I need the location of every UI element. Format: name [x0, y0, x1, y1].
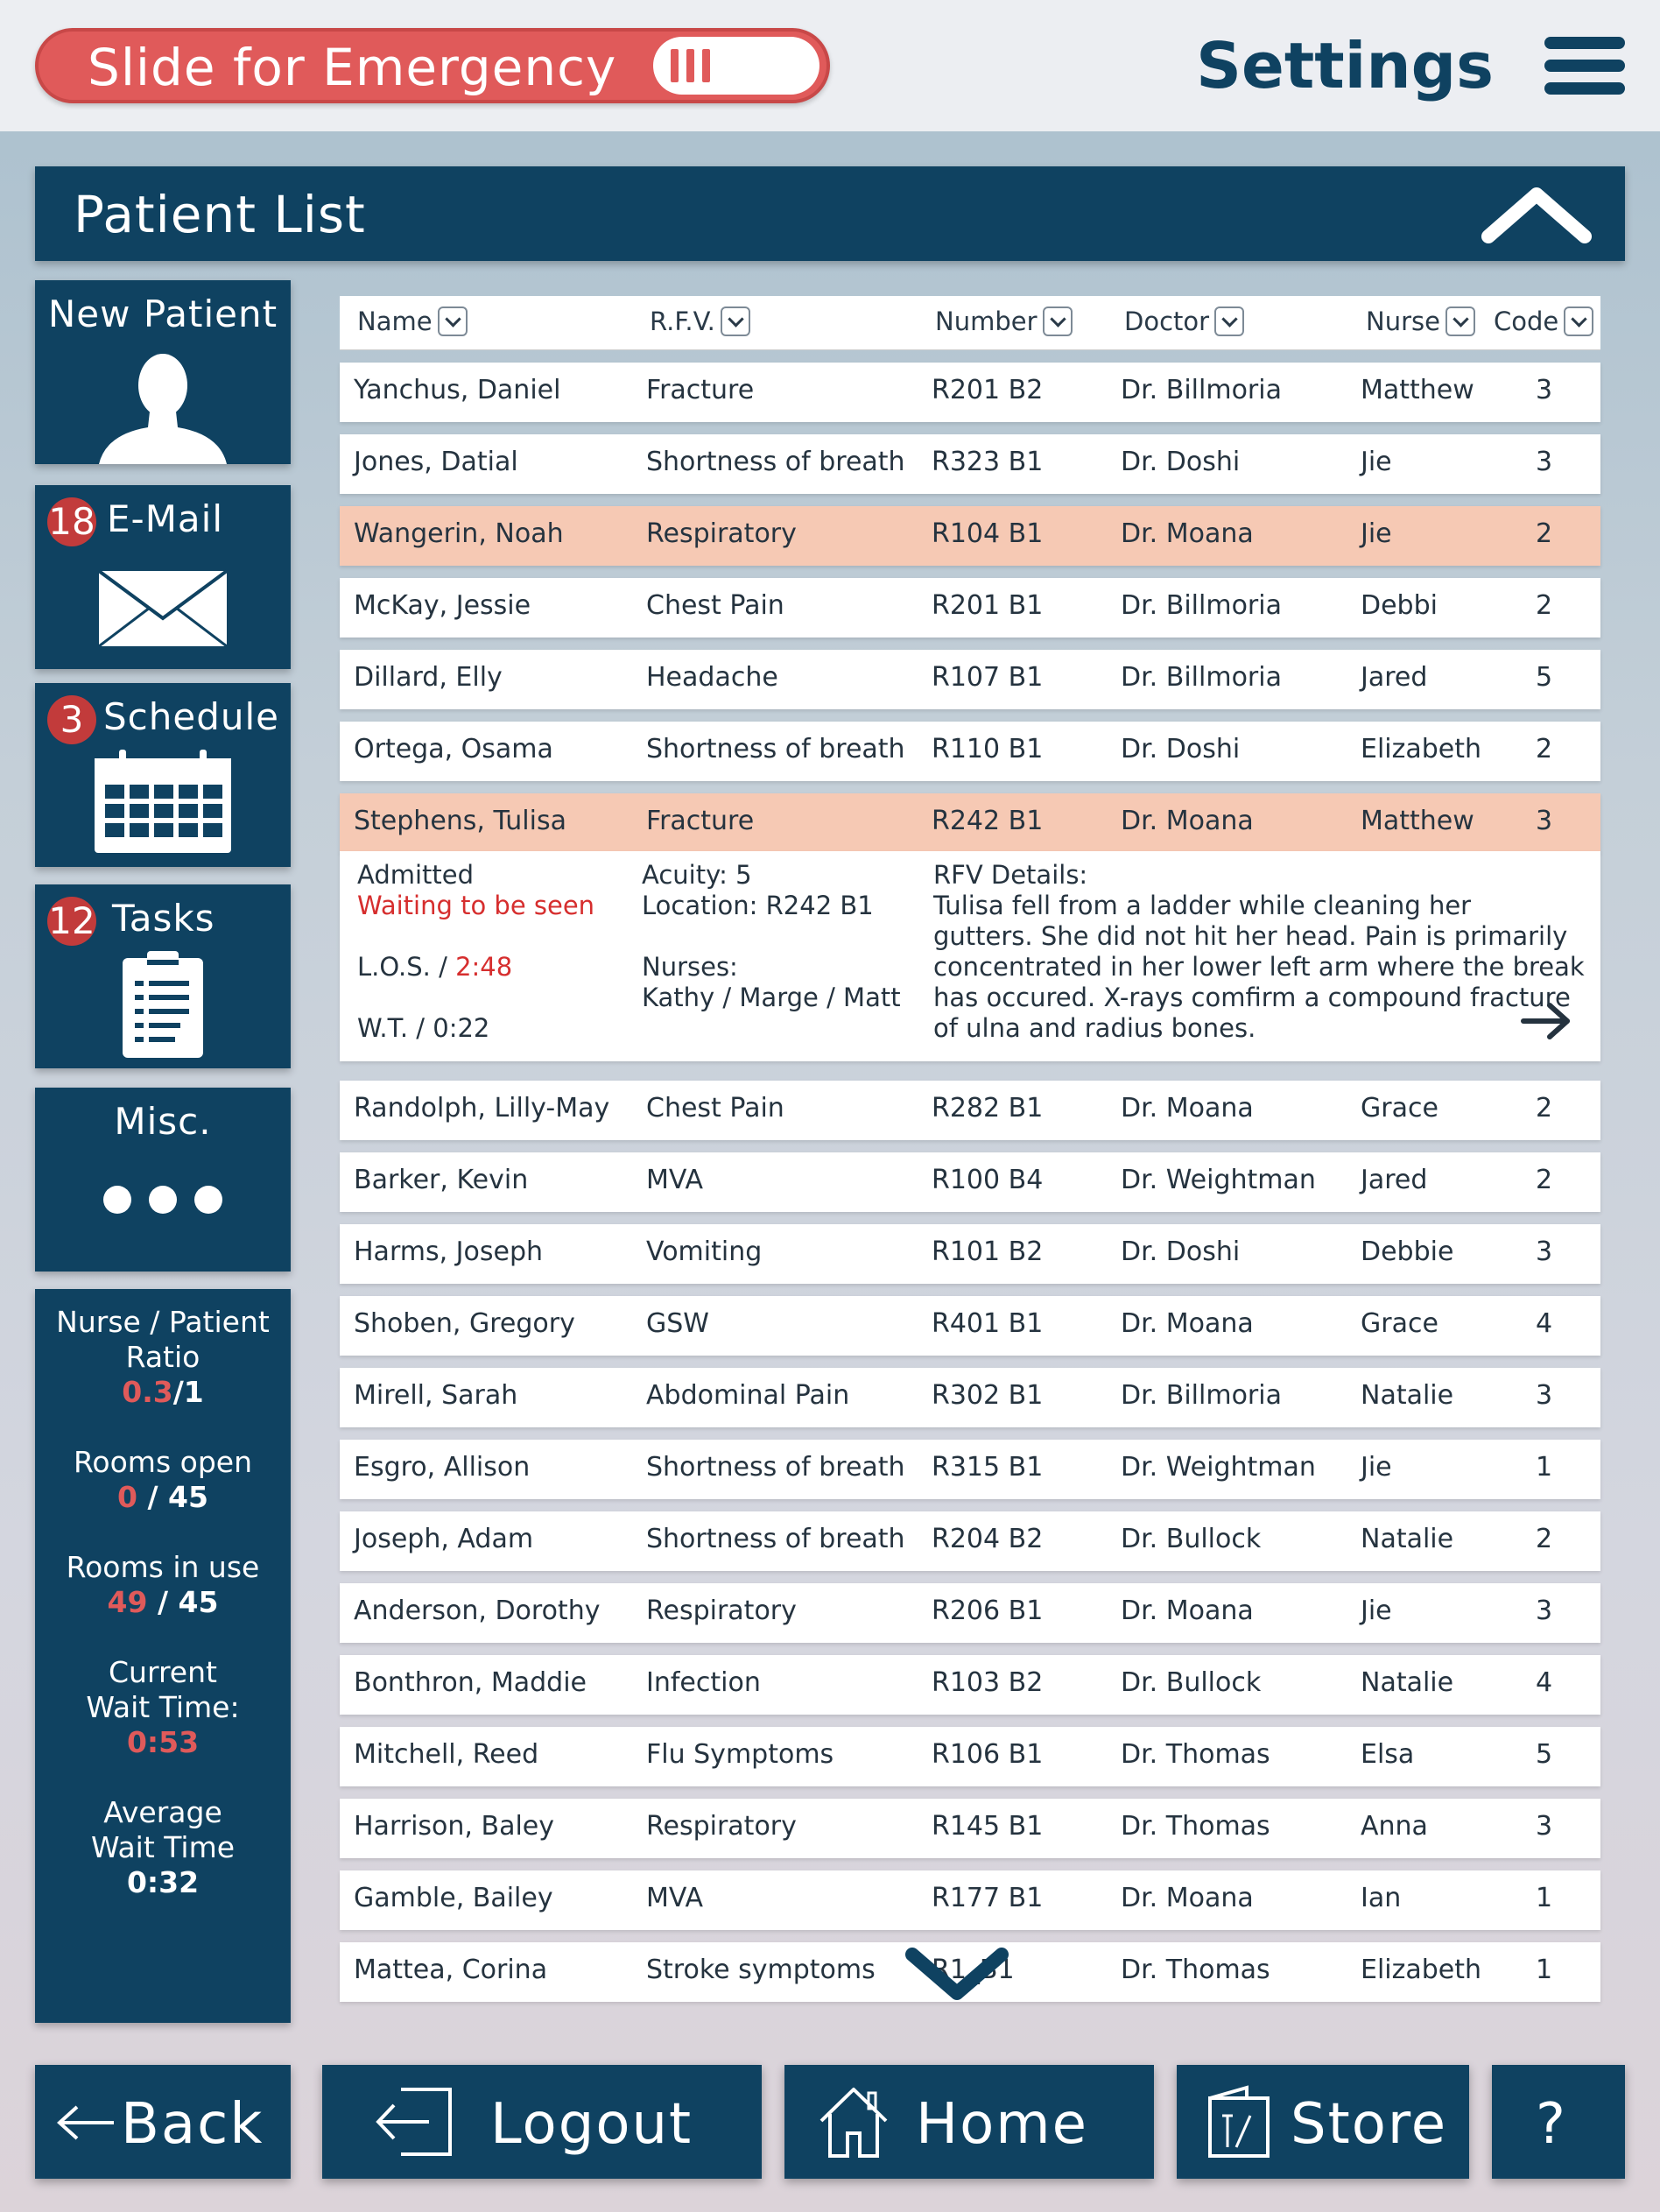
nurse-patient-ratio: Nurse / Patient Ratio 0.3/1	[56, 1305, 270, 1409]
home-icon	[818, 2084, 890, 2159]
new-patient-button[interactable]	[35, 280, 291, 464]
rfv-cell: Chest Pain	[646, 1093, 784, 1124]
table-row[interactable]	[340, 1511, 1600, 1571]
code-cell: 5	[1536, 662, 1553, 693]
rfv-cell: Infection	[646, 1667, 761, 1698]
chevron-down-icon[interactable]	[1445, 306, 1475, 336]
number-cell: R201 B2	[932, 375, 1044, 405]
name-cell: Ortega, Osama	[354, 734, 553, 764]
doctor-cell: Dr. Thomas	[1121, 1955, 1270, 1985]
number-cell: R242 B1	[932, 806, 1044, 836]
current-wait-time: Current Wait Time: 0:53	[86, 1655, 240, 1759]
table-row[interactable]	[340, 1368, 1600, 1427]
rfv-detail-line: has occured. X-rays comfirm a compound fracture	[933, 983, 1571, 1012]
nurses-list: Kathy / Marge / Matt	[642, 983, 901, 1012]
nurse-cell: Elizabeth	[1361, 1955, 1482, 1985]
admission-status: Admitted	[357, 860, 475, 890]
table-row[interactable]	[340, 1799, 1600, 1858]
code-cell: 2	[1536, 734, 1553, 764]
table-row[interactable]	[340, 578, 1600, 638]
emergency-slider-handle[interactable]	[653, 37, 819, 95]
tasks-label: Tasks	[112, 897, 215, 940]
table-row[interactable]	[340, 1870, 1600, 1930]
more-dots-icon	[102, 1184, 224, 1215]
top-bar	[0, 0, 1660, 131]
table-row[interactable]	[340, 722, 1600, 781]
nurse-cell: Jie	[1361, 518, 1392, 549]
rfv-detail-line: Tulisa fell from a ladder while cleaning her	[933, 891, 1472, 920]
code-cell: 4	[1536, 1667, 1553, 1698]
rfv-cell: GSW	[646, 1308, 709, 1339]
doctor-cell: Dr. Bullock	[1121, 1667, 1262, 1698]
code-cell: 3	[1536, 1380, 1553, 1411]
name-cell: Yanchus, Daniel	[354, 375, 561, 405]
back-button[interactable]	[35, 2065, 291, 2179]
patient-list-header	[35, 166, 1625, 261]
number-cell: R101 B2	[932, 1236, 1044, 1267]
doctor-cell: Dr. Billmoria	[1121, 590, 1282, 621]
waiting-status: Waiting to be seen	[357, 891, 595, 920]
doctor-cell: Dr. Moana	[1121, 1883, 1254, 1913]
logout-icon	[375, 2086, 455, 2158]
rfv-cell: Respiratory	[646, 1596, 797, 1626]
name-cell: Harms, Joseph	[354, 1236, 544, 1267]
doctor-cell: Dr. Moana	[1121, 1308, 1254, 1339]
name-cell: Harrison, Baley	[354, 1811, 554, 1842]
code-cell: 2	[1536, 1165, 1553, 1195]
nurse-cell: Natalie	[1361, 1380, 1454, 1411]
chevron-down-icon[interactable]	[721, 306, 750, 336]
name-cell: Randolph, Lilly-May	[354, 1093, 610, 1124]
number-cell: R206 B1	[932, 1596, 1044, 1626]
store-label: Store	[1291, 2092, 1448, 2157]
code-cell: 3	[1536, 1596, 1553, 1626]
code-cell: 1	[1536, 1955, 1553, 1985]
table-row[interactable]	[340, 506, 1600, 566]
code-cell: 3	[1536, 1236, 1553, 1267]
number-cell: R282 B1	[932, 1093, 1044, 1124]
name-cell: Mirell, Sarah	[354, 1380, 518, 1411]
number-cell: R103 B2	[932, 1667, 1044, 1698]
nurse-cell: Debbie	[1361, 1236, 1454, 1267]
home-button[interactable]	[784, 2065, 1154, 2179]
header-code[interactable]: Code	[1494, 306, 1593, 336]
code-cell: 3	[1536, 447, 1553, 477]
nurse-cell: Anna	[1361, 1811, 1428, 1842]
settings-label[interactable]: Settings	[1196, 29, 1494, 102]
schedule-count-badge: 3	[47, 695, 96, 744]
logout-label: Logout	[490, 2092, 693, 2157]
doctor-cell: Dr. Billmoria	[1121, 375, 1282, 405]
schedule-button[interactable]	[35, 683, 291, 867]
acuity: Acuity: 5	[642, 860, 752, 890]
table-row[interactable]	[340, 1081, 1600, 1140]
rfv-details-title: RFV Details:	[933, 860, 1088, 890]
number-cell: R110 B1	[932, 734, 1044, 764]
logout-button[interactable]	[322, 2065, 762, 2179]
doctor-cell: Dr. Billmoria	[1121, 1380, 1282, 1411]
nurse-cell: Elizabeth	[1361, 734, 1482, 764]
nurse-cell: Jared	[1361, 1165, 1428, 1195]
patient-detail-panel	[340, 851, 1600, 1061]
emergency-slider[interactable]	[35, 28, 830, 103]
average-wait-time: Average Wait Time 0:32	[90, 1795, 236, 1899]
doctor-cell: Dr. Moana	[1121, 1093, 1254, 1124]
schedule-label: Schedule	[103, 695, 279, 738]
calendar-icon	[93, 750, 233, 855]
new-patient-label: New Patient	[47, 292, 278, 335]
doctor-cell: Dr. Weightman	[1121, 1165, 1316, 1195]
email-count-badge: 18	[47, 497, 96, 546]
name-cell: Shoben, Gregory	[354, 1308, 575, 1339]
envelope-icon	[97, 569, 229, 648]
code-cell: 4	[1536, 1308, 1553, 1339]
doctor-cell: Dr. Doshi	[1121, 447, 1241, 477]
header-nurse[interactable]: Nurse	[1366, 306, 1475, 336]
nurse-cell: Jared	[1361, 662, 1428, 693]
code-cell: 2	[1536, 1093, 1553, 1124]
number-cell: R100 B4	[932, 1165, 1044, 1195]
table-row[interactable]	[340, 363, 1600, 422]
table-row[interactable]	[340, 1224, 1600, 1284]
rfv-cell: Abdominal Pain	[646, 1380, 850, 1411]
name-cell: Dillard, Elly	[354, 662, 503, 693]
chevron-down-icon[interactable]	[1214, 306, 1244, 336]
rfv-cell: Headache	[646, 662, 778, 693]
chevron-down-icon[interactable]	[1564, 306, 1593, 336]
rfv-cell: Shortness of breath	[646, 1452, 905, 1483]
rfv-detail-line: concentrated in her lower left arm where the break	[933, 952, 1585, 982]
nurse-cell: Matthew	[1361, 375, 1474, 405]
code-cell: 2	[1536, 518, 1553, 549]
name-cell: Wangerin, Noah	[354, 518, 564, 549]
chevron-up-icon[interactable]	[1480, 184, 1593, 245]
rfv-cell: Shortness of breath	[646, 1524, 905, 1554]
nurse-cell: Natalie	[1361, 1524, 1454, 1554]
rfv-cell: Fracture	[646, 375, 755, 405]
email-button[interactable]	[35, 485, 291, 669]
help-button[interactable]	[1492, 2065, 1625, 2179]
panel-title: Patient List	[74, 185, 366, 244]
doctor-cell: Dr. Thomas	[1121, 1811, 1270, 1842]
name-cell: Anderson, Dorothy	[354, 1596, 601, 1626]
code-cell: 3	[1536, 375, 1553, 405]
store-icon	[1206, 2084, 1271, 2159]
name-cell: Gamble, Bailey	[354, 1883, 553, 1913]
doctor-cell: Dr. Doshi	[1121, 1236, 1241, 1267]
hamburger-menu-icon[interactable]	[1544, 37, 1625, 95]
number-cell: R107 B1	[932, 662, 1044, 693]
name-cell: Mattea, Corina	[354, 1955, 548, 1985]
nurse-cell: Grace	[1361, 1308, 1438, 1339]
rfv-detail-line: of ulna and radius bones.	[933, 1013, 1256, 1043]
nurse-cell: Matthew	[1361, 806, 1474, 836]
table-row[interactable]	[340, 1583, 1600, 1643]
back-label: Back	[121, 2092, 264, 2157]
table-row[interactable]	[340, 1296, 1600, 1356]
number-cell: R177 B1	[932, 1883, 1044, 1913]
name-cell: Bonthron, Maddie	[354, 1667, 587, 1698]
nurse-cell: Ian	[1361, 1883, 1402, 1913]
misc-button[interactable]	[35, 1088, 291, 1272]
nurse-cell: Debbi	[1361, 590, 1438, 621]
table-row[interactable]	[340, 793, 1600, 853]
name-cell: McKay, Jessie	[354, 590, 531, 621]
table-row[interactable]	[340, 1440, 1600, 1499]
rfv-cell: Respiratory	[646, 518, 797, 549]
nurse-cell: Natalie	[1361, 1667, 1454, 1698]
length-of-stay: L.O.S. / 2:48	[357, 952, 513, 982]
rfv-cell: Shortness of breath	[646, 447, 905, 477]
table-row[interactable]	[340, 1152, 1600, 1212]
doctor-cell: Dr. Moana	[1121, 806, 1254, 836]
doctor-cell: Dr. Bullock	[1121, 1524, 1262, 1554]
rfv-cell: MVA	[646, 1883, 704, 1913]
code-cell: 3	[1536, 1811, 1553, 1842]
code-cell: 2	[1536, 590, 1553, 621]
rooms-in-use: Rooms in use 49 / 45	[66, 1550, 260, 1619]
help-label: ?	[1536, 2092, 1567, 2157]
store-button[interactable]	[1177, 2065, 1469, 2179]
doctor-cell: Dr. Moana	[1121, 518, 1254, 549]
tasks-count-badge: 12	[47, 897, 96, 946]
number-cell: R106 B1	[932, 1739, 1044, 1770]
location: Location: R242 B1	[642, 891, 874, 920]
name-cell: Esgro, Allison	[354, 1452, 531, 1483]
grip-icon	[671, 49, 723, 82]
number-cell: R1_B1	[932, 1955, 1015, 1985]
person-icon	[97, 350, 229, 464]
name-cell: Mitchell, Reed	[354, 1739, 539, 1770]
rfv-cell: Shortness of breath	[646, 734, 905, 764]
doctor-cell: Dr. Weightman	[1121, 1452, 1316, 1483]
doctor-cell: Dr. Thomas	[1121, 1739, 1270, 1770]
table-header	[340, 296, 1600, 350]
rfv-detail-line: gutters. She did not hit her head. Pain is primarily	[933, 921, 1568, 951]
doctor-cell: Dr. Billmoria	[1121, 662, 1282, 693]
header-number[interactable]: Number	[935, 306, 1073, 336]
number-cell: R401 B1	[932, 1308, 1044, 1339]
doctor-cell: Dr. Doshi	[1121, 734, 1241, 764]
chevron-down-icon[interactable]	[902, 1944, 1012, 2005]
tasks-button[interactable]	[35, 884, 291, 1068]
rfv-cell: MVA	[646, 1165, 704, 1195]
misc-label: Misc.	[114, 1100, 212, 1143]
rfv-cell: Stroke symptoms	[646, 1955, 876, 1985]
clipboard-icon	[121, 951, 205, 1060]
rooms-open: Rooms open 0 / 45	[73, 1445, 252, 1514]
name-cell: Barker, Kevin	[354, 1165, 529, 1195]
name-cell: Jones, Datial	[354, 447, 518, 477]
email-label: E-Mail	[107, 497, 224, 540]
nurse-cell: Jie	[1361, 1596, 1392, 1626]
rfv-cell: Flu Symptoms	[646, 1739, 834, 1770]
wait-time: W.T. / 0:22	[357, 1013, 490, 1043]
rfv-cell: Chest Pain	[646, 590, 784, 621]
name-cell: Stephens, Tulisa	[354, 806, 566, 836]
header-name[interactable]: Name	[357, 306, 468, 336]
rfv-cell: Respiratory	[646, 1811, 797, 1842]
nurse-cell: Elsa	[1361, 1739, 1415, 1770]
nurses-label: Nurses:	[642, 952, 738, 982]
number-cell: R323 B1	[932, 447, 1044, 477]
table-row[interactable]	[340, 1727, 1600, 1786]
nurse-cell: Jie	[1361, 447, 1392, 477]
header-doctor[interactable]: Doctor	[1124, 306, 1244, 336]
arrow-right-icon[interactable]	[1520, 1002, 1572, 1040]
doctor-cell: Dr. Moana	[1121, 1596, 1254, 1626]
stats-panel	[35, 1289, 291, 2023]
number-cell: R204 B2	[932, 1524, 1044, 1554]
code-cell: 5	[1536, 1739, 1553, 1770]
number-cell: R315 B1	[932, 1452, 1044, 1483]
nurse-cell: Grace	[1361, 1093, 1438, 1124]
table-row[interactable]	[340, 650, 1600, 709]
number-cell: R104 B1	[932, 518, 1044, 549]
arrow-left-icon	[56, 2105, 116, 2140]
home-label: Home	[916, 2092, 1088, 2157]
code-cell: 1	[1536, 1452, 1553, 1483]
name-cell: Joseph, Adam	[354, 1524, 534, 1554]
code-cell: 2	[1536, 1524, 1553, 1554]
number-cell: R145 B1	[932, 1811, 1044, 1842]
number-cell: R302 B1	[932, 1380, 1044, 1411]
code-cell: 1	[1536, 1883, 1553, 1913]
emergency-label: Slide for Emergency	[88, 38, 617, 97]
nurse-cell: Jie	[1361, 1452, 1392, 1483]
table-row[interactable]	[340, 434, 1600, 494]
table-row[interactable]	[340, 1655, 1600, 1715]
chevron-down-icon[interactable]	[438, 306, 468, 336]
header-rfv[interactable]: R.F.V.	[650, 306, 750, 336]
number-cell: R201 B1	[932, 590, 1044, 621]
rfv-cell: Vomiting	[646, 1236, 763, 1267]
code-cell: 3	[1536, 806, 1553, 836]
chevron-down-icon[interactable]	[1043, 306, 1073, 336]
rfv-cell: Fracture	[646, 806, 755, 836]
